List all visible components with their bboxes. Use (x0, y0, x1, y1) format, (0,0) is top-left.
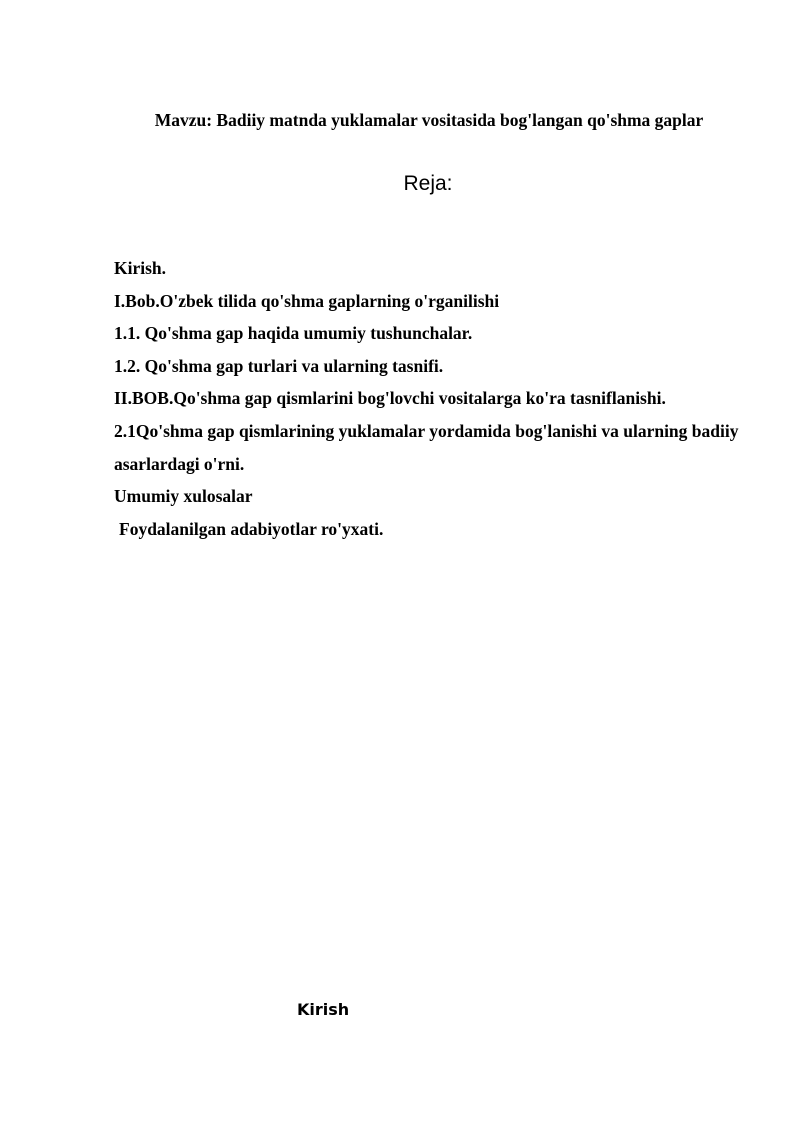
toc-item-introduction: Kirish. (114, 258, 167, 278)
plan-title: Reja: (403, 172, 453, 195)
toc-item-chapter-2: II.BOB.Qo'shma gap qismlarini bog'lovchi vositalarga ko'ra tasniflanishi. (114, 388, 666, 409)
table-of-contents (114, 252, 754, 545)
toc-item-1-1: 1.1. Qo'shma gap haqida umumiy tushunchalar. (114, 323, 473, 344)
toc-item-conclusions: Umumiy xulosalar (114, 486, 253, 507)
toc-item-2-1: 2.1Qo'shma gap qismlarining yuklamalar yordamida bog'lanishi va ularning badiiy asarlardagi o'rni. (114, 420, 739, 474)
document-topic: Mavzu: Badiiy matnda yuklamalar vositasida bog'langan qo'shma gaplar (154, 110, 704, 130)
toc-item-references: Foydalanilgan adabiyotlar ro'yxati. (119, 518, 384, 539)
toc-item-chapter-1: I.Bob.O'zbek tilida qo'shma gaplarning o'rganilishi (114, 290, 500, 311)
section-heading-introduction: Kirish (297, 1000, 350, 1019)
toc-item-1-2: 1.2. Qo'shma gap turlari va ularning tasnifi. (114, 355, 444, 376)
